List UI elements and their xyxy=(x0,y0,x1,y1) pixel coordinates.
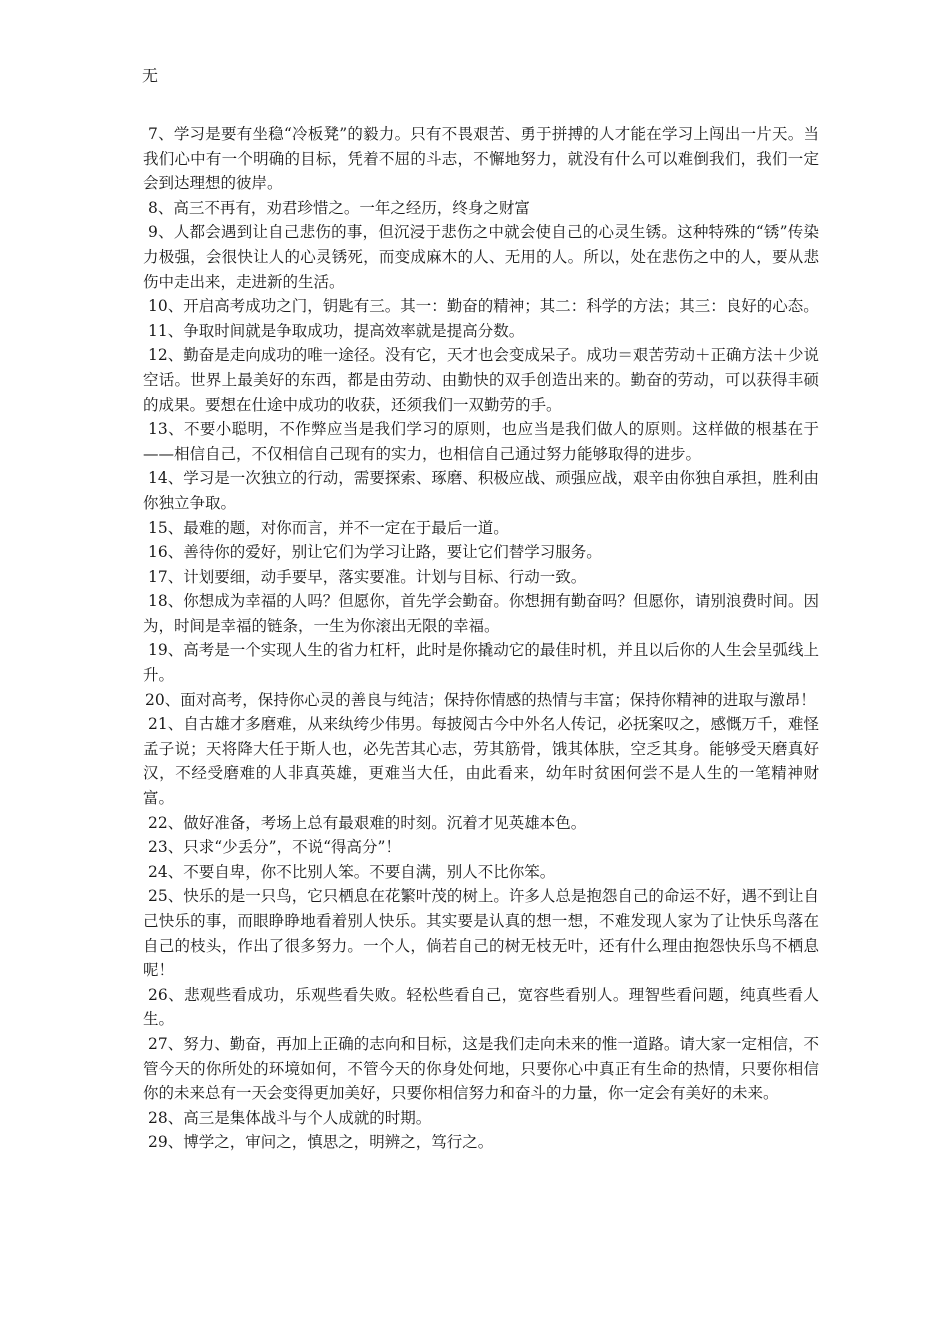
list-item: 13、不要小聪明，不作弊应当是我们学习的原则，也应当是我们做人的原则。这样做的根基在于——相信自己，不仅相信自己现有的实力，也相信自己通过努力能够取得的进步。 xyxy=(143,420,819,463)
list-item: 16、善待你的爱好，别让它们为学习让路，要让它们替学习服务。 xyxy=(148,543,602,562)
list-item: 18、你想成为幸福的人吗？但愿你，首先学会勤奋。你想拥有勤奋吗？但愿你，请别浪费时间。因为，时间是幸福的链条，一生为你滚出无限的幸福。 xyxy=(143,592,819,635)
list-item: 15、最难的题，对你而言，并不一定在于最后一道。 xyxy=(148,518,509,537)
list-item: 28、高三是集体战斗与个人成就的时期。 xyxy=(148,1108,432,1127)
list-item: 24、不要自卑，你不比别人笨。不要自满，别人不比你笨。 xyxy=(148,862,556,881)
list-item: 8、高三不再有，劝君珍惜之。一年之经历，终身之财富 xyxy=(148,198,530,217)
list-item: 11、争取时间就是争取成功，提高效率就是提高分数。 xyxy=(148,321,525,340)
list-item: 10、开启高考成功之门，钥匙有三。其一：勤奋的精神；其二：科学的方法；其三：良好的心态。 xyxy=(148,297,819,316)
list-item: 29、博学之，审问之，慎思之，明辨之，笃行之。 xyxy=(148,1133,494,1152)
list-item: 27、努力、勤奋，再加上正确的志向和目标，这是我们走向未来的惟一道路。请大家一定相信，不管今天的你所处的环境如何，不管今天的你身处何地，只要你心中真正有生命的热情，只要你相信你的未来总有一天会变得更加美好，只要你相信努力和奋斗的力量，你一定会有美好的未来。 xyxy=(143,1034,819,1103)
list-item: 20、面对高考，保持你心灵的善良与纯洁；保持你情感的热情与丰富；保持你精神的进取与激昂！ xyxy=(145,690,816,709)
list-item: 9、人都会遇到让自己悲伤的事，但沉浸于悲伤之中就会使自己的心灵生锈。这种特殊的“锈”传染力极强，会很快让人的心灵锈死，而变成麻木的人、无用的人。所以，处在悲伤之中的人，要从悲伤中走出来，走进新的生活。 xyxy=(143,223,819,291)
list-item: 7、学习是要有坐稳“冷板凳”的毅力。只有不畏艰苦、勇于拼搏的人才能在学习上闯出一片天。当我们心中有一个明确的目标，凭着不屈的斗志，不懈地努力，就没有什么可以难倒我们，我们一定会到达理想的彼岸。 xyxy=(143,125,819,193)
list-item: 14、学习是一次独立的行动，需要探索、琢磨、积极应战、顽强应战，艰辛由你独自承担，胜利由你独立争取。 xyxy=(143,469,819,512)
list-item: 22、做好准备，考场上总有最艰难的时刻。沉着才见英雄本色。 xyxy=(148,813,587,832)
list-item: 17、计划要细，动手要早，落实要准。计划与目标、行动一致。 xyxy=(148,567,587,586)
list-item: 25、快乐的是一只鸟，它只栖息在花繁叶茂的树上。许多人总是抱怨自己的命运不好，遇不到让自己快乐的事，而眼睁睁地看着别人快乐。其实要是认真的想一想，不难发现人家为了让快乐鸟落在自己的枝头，作出了很多努力。一个人，倘若自己的树无枝无叶，还有什么理由抱怨快乐鸟不栖息呢！ xyxy=(143,887,819,980)
list-item: 19、高考是一个实现人生的省力杠杆，此时是你撬动它的最佳时机，并且以后你的人生会呈弧线上升。 xyxy=(143,641,819,685)
quote-list xyxy=(143,122,819,1155)
page-header: 无 xyxy=(142,66,159,85)
list-item: 26、悲观些看成功，乐观些看失败。轻松些看自己，宽容些看别人。理智些看问题，纯真些看人生。 xyxy=(143,985,819,1029)
list-item: 12、勤奋是走向成功的唯一途径。没有它，天才也会变成呆子。成功＝艰苦劳动＋正确方法＋少说空话。世界上最美好的东西，都是由劳动、由勤快的双手创造出来的。勤奋的劳动，可以获得丰硕的成果。要想在仕途中成功的收获，还须我们一双勤劳的手。 xyxy=(143,346,819,414)
list-item: 21、自古雄才多磨难，从来纨绔少伟男。每披阅古今中外名人传记，必抚案叹之，感慨万千，难怪孟子说；天将降大任于斯人也，必先苦其心志，劳其筋骨，饿其体肤，空乏其身。能够受天磨真好汉，不经受磨难的人非真英雄，更难当大任，由此看来，幼年时贫困何尝不是人生的一笔精神财富。 xyxy=(143,715,819,808)
list-item: 23、只求“少丢分”，不说“得高分”！ xyxy=(148,838,401,857)
